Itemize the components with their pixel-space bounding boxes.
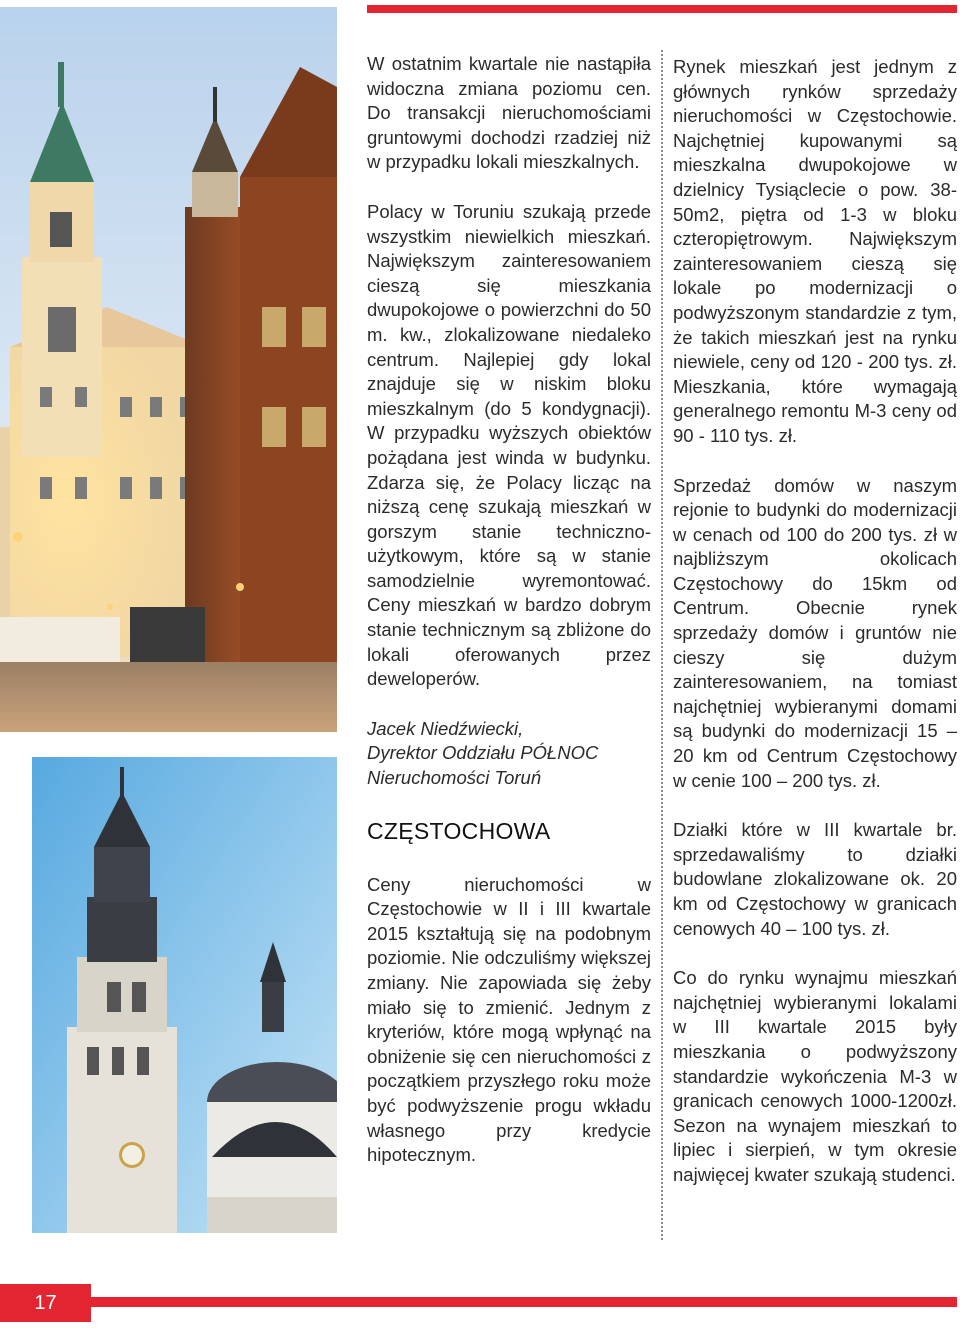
paragraph-torun-demand: Polacy w Toruniu szukają przede wszystkim niewielkich mieszkań. Największym zainteresowaniem cieszą się mieszkania dwupokojowe o powierzchni do 50 m. kw., zlokalizowane niedaleko centrum. Najlepiej gdy lokal znajduje się w niskim bloku mieszkalnym (do 5 kondygnacji). W przypadku wyższych obiektów pożądana jest winda w budynku. Zdarza się, że Polacy licząc na niższą cenę szukają mieszkań w gorszym stanie techniczno-użytkowym, które są w stanie samodzielnie wyremontować. Ceny mieszkań w bardzo dobrym stanie technicznym są zbliżone do lokali oferowanych przez deweloperów. — [367, 200, 651, 690]
bottom-accent-bar — [90, 1297, 957, 1307]
signature-company: Nieruchomości Toruń — [367, 767, 542, 789]
page-number: 17 — [0, 1284, 91, 1322]
author-signature — [367, 717, 651, 791]
paragraph-apartment-market: Rynek mieszkań jest jednym z głównych rynków sprzedaży nieruchomości w Częstochowie. Najchętniej kupowanymi są mieszkalna dwupokojowe w dzielnicy Tysiąclecie o pow. 38-50m2, piętra od 1-3 w bloku czteropiętrowym. Największym zainteresowaniem cieszą się lokale po modernizacji o podwyższonym standardzie z tym, że takich mieszkań jest na rynku niewiele, ceny od 120 - 200 tys. zł. Mieszkania, które wymagają generalnego remontu M-3 ceny od 90 - 110 tys. zł. — [673, 56, 957, 446]
paragraph-rental-market: Co do rynku wynajmu mieszkań najchętniej wybieranymi lokalami w III kwartale 2015 były mieszkania o podwyższony standardzie wykończenia M-3 w granicach cenowych 1000-1200zł. Sezon na wynajem mieszkań to lipiec i sierpień, w tym okresie najwięcej kwater szukają studenci. — [673, 967, 957, 1185]
column-divider — [661, 50, 663, 1240]
signature-role: Dyrektor Oddziału PÓŁNOC — [367, 742, 599, 764]
middle-text-column — [367, 52, 651, 1193]
top-accent-bar — [367, 5, 957, 13]
right-text-column — [673, 55, 957, 1213]
section-heading-czestochowa: CZĘSTOCHOWA — [367, 817, 551, 844]
paragraph-house-sales: Sprzedaż domów w naszym rejonie to budynki do modernizacji w cenach od 100 do 200 tys. zł w najbliższym okolicach Częstochowy do 15km od Centrum. Obecnie rynek sprzedaży domów i gruntów nie cieszy się dużym zainteresowaniem, na tomiast najchętniej wybieranymi domami są budynki do modernizacji 15 – 20 km od Centrum Częstochowy w cenie 100 – 200 tys. zł. — [673, 474, 957, 791]
paragraph-czestochowa-prices: Ceny nieruchomości w Częstochowie w II i III kwartale 2015 kształtują się na podobnym poziomie. Nie odczuliśmy większej zmiany. Nie zapowiada się żeby miało się to zmienić. Jednym z kryteriów, które mogą wpłynąć na obniżenie się cen nieruchomości z początkiem przyszłego roku może być podwyższenie progu wkładu własnego przy kredycie hipotecznym. — [367, 873, 651, 1166]
signature-name: Jacek Niedźwiecki, — [367, 717, 524, 739]
photo-jasna-gora-tower — [32, 757, 337, 1233]
photo-torun-old-town — [0, 7, 337, 732]
paragraph-land-plots: Działki które w III kwartale br. sprzedawaliśmy to działki budowlane zlokalizowane ok. 20 km od Częstochowy w granicach cenowych 40 – 100 tys. zł. — [673, 819, 957, 939]
paragraph-market-prices: W ostatnim kwartale nie nastąpiła widoczna zmiana poziomu cen. Do transakcji nieruchomościami gruntowymi dochodzi rzadziej niż w przypadku lokali mieszkalnych. — [367, 53, 651, 173]
